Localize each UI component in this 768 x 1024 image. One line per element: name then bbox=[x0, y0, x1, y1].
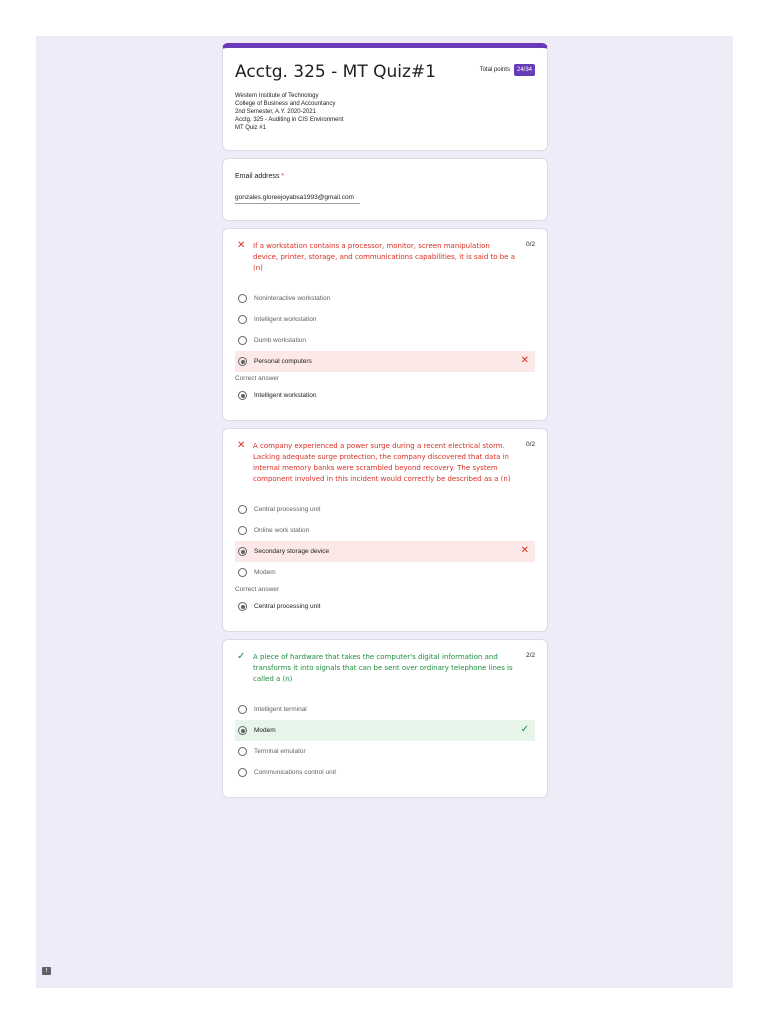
description-line: MT Quiz #1 bbox=[235, 125, 266, 131]
option-label: Dumb workstation bbox=[254, 337, 307, 344]
close-icon: ✕ bbox=[520, 355, 529, 366]
option-label: Noninteractive workstation bbox=[254, 295, 331, 302]
correct-answer bbox=[235, 385, 535, 406]
form-description bbox=[235, 92, 535, 132]
radio-button-checked bbox=[238, 391, 247, 400]
option[interactable] bbox=[235, 499, 535, 520]
question-header bbox=[235, 652, 535, 685]
form-background bbox=[36, 36, 733, 988]
option-label: Modem bbox=[254, 569, 276, 576]
description-line: Western Institute of Technology bbox=[235, 93, 319, 99]
radio-button[interactable] bbox=[238, 336, 247, 345]
correct-answer-label: Correct answer bbox=[235, 375, 280, 382]
option-label: Communications control unit bbox=[254, 769, 337, 776]
option[interactable] bbox=[235, 330, 535, 351]
option-label: Modem bbox=[254, 727, 276, 734]
check-icon: ✓ bbox=[237, 651, 246, 662]
radio-button[interactable] bbox=[238, 294, 247, 303]
question-text: A piece of hardware that takes the computer's digital information and transforms it into signals that can be sent over ordinary telephone lines is called a (n) bbox=[253, 653, 513, 683]
question-header bbox=[235, 241, 535, 274]
question-score: 0/2 bbox=[525, 241, 535, 248]
total-points-badge: 24/34 bbox=[514, 64, 535, 76]
form-column bbox=[222, 43, 548, 805]
radio-button-checked[interactable] bbox=[238, 357, 247, 366]
option[interactable] bbox=[235, 699, 535, 720]
email-label-text: Email address bbox=[235, 173, 280, 180]
radio-button[interactable] bbox=[238, 768, 247, 777]
total-points-label: Total points bbox=[479, 67, 510, 73]
correct-answer-text: Intelligent workstation bbox=[254, 392, 317, 399]
question-text: If a workstation contains a processor, monitor, screen manipulation device, printer, storage, and communications capabilities, it is said to be a (n) bbox=[253, 242, 516, 272]
option[interactable] bbox=[235, 762, 535, 783]
question-text: A company experienced a power surge during a recent electrical storm. Lacking adequate surge protection, the company discovered that data in internal memory banks were scrambled beyond recovery. The system component involved in this incident would correctly be described as a (n) bbox=[253, 442, 511, 483]
close-icon: ✕ bbox=[237, 240, 246, 251]
option[interactable] bbox=[235, 309, 535, 330]
option[interactable] bbox=[235, 741, 535, 762]
total-points bbox=[480, 64, 535, 76]
option-label: Secondary storage device bbox=[254, 548, 330, 555]
description-line: Acctg. 325 - Auditing in CIS Environment bbox=[235, 117, 344, 123]
form-header-card bbox=[222, 43, 548, 151]
radio-button[interactable] bbox=[238, 315, 247, 324]
options-list bbox=[235, 288, 535, 372]
question-card-3 bbox=[222, 639, 548, 798]
email-card bbox=[222, 158, 548, 221]
email-label bbox=[235, 173, 535, 180]
correct-answer bbox=[235, 596, 535, 617]
check-icon: ✓ bbox=[520, 724, 529, 735]
radio-button[interactable] bbox=[238, 705, 247, 714]
option-selected[interactable] bbox=[235, 351, 535, 372]
option-label: Central processing unit bbox=[254, 506, 321, 513]
radio-button-checked bbox=[238, 602, 247, 611]
option-selected[interactable] bbox=[235, 720, 535, 741]
question-card-2 bbox=[222, 428, 548, 632]
option-label: Intelligent workstation bbox=[254, 316, 317, 323]
correct-answer-label: Correct answer bbox=[235, 586, 280, 593]
email-field[interactable]: gonzales.gloreejoyabsa1993@gmail.com bbox=[235, 194, 360, 204]
option[interactable] bbox=[235, 562, 535, 583]
radio-button-checked[interactable] bbox=[238, 547, 247, 556]
option-label: Intelligent terminal bbox=[254, 706, 307, 713]
form-title: Acctg. 325 - MT Quiz#1 bbox=[235, 62, 436, 82]
radio-button[interactable] bbox=[238, 747, 247, 756]
question-score: 2/2 bbox=[525, 652, 535, 659]
option-label: Personal computers bbox=[254, 358, 312, 365]
radio-button[interactable] bbox=[238, 526, 247, 535]
radio-button[interactable] bbox=[238, 568, 247, 577]
option-selected[interactable] bbox=[235, 541, 535, 562]
close-icon: ✕ bbox=[237, 440, 246, 451]
question-score: 0/2 bbox=[525, 441, 535, 448]
description-line: 2nd Semester, A.Y. 2020-2021 bbox=[235, 109, 316, 115]
option-label: Terminal emulator bbox=[254, 748, 306, 755]
option[interactable] bbox=[235, 520, 535, 541]
description-line: College of Business and Accountancy bbox=[235, 101, 336, 107]
radio-button-checked[interactable] bbox=[238, 726, 247, 735]
correct-answer-text: Central processing unit bbox=[254, 603, 321, 610]
title-row bbox=[235, 60, 535, 83]
options-list bbox=[235, 699, 535, 783]
question-header bbox=[235, 441, 535, 485]
required-mark: * bbox=[281, 173, 285, 180]
option-label: Online work station bbox=[254, 527, 310, 534]
option[interactable] bbox=[235, 288, 535, 309]
options-list bbox=[235, 499, 535, 583]
close-icon: ✕ bbox=[520, 545, 529, 556]
feedback-icon[interactable]: ! bbox=[42, 967, 51, 975]
question-card-1 bbox=[222, 228, 548, 421]
radio-button[interactable] bbox=[238, 505, 247, 514]
